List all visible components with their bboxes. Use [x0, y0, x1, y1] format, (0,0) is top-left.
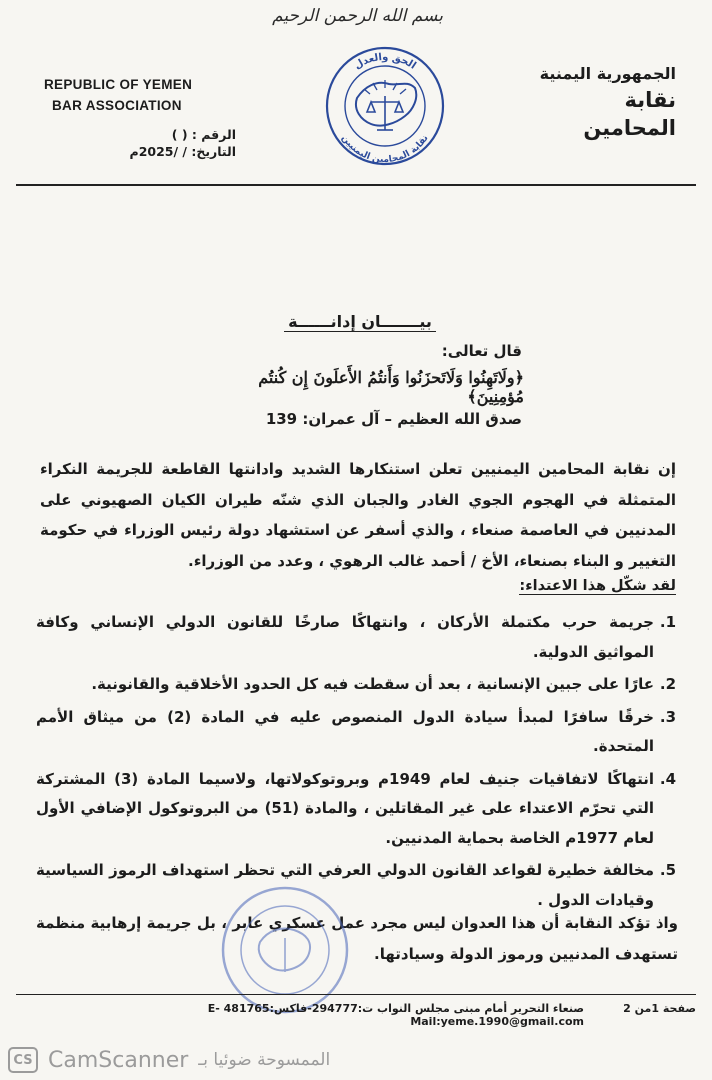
verse-citation: صدق الله العظيم – آل عمران: 139 — [265, 410, 522, 428]
reference-block — [86, 126, 236, 160]
list-item-number: 1. — [659, 613, 676, 631]
list-item-text: خرقًا سافرًا لمبدأ سيادة الدول المنصوص عليه في المادة (2) من ميثاق الأمم المتحدة. — [36, 707, 654, 755]
list-item-number: 3. — [659, 707, 676, 726]
list-item — [36, 670, 676, 700]
svg-text:نقابة المحامين اليمنيين — [339, 133, 430, 165]
page-number: صفحة 1من 2 — [623, 1002, 696, 1015]
basmala: بسم الله الرحمن الرحيم — [272, 6, 443, 26]
header-divider — [16, 184, 696, 186]
list-intro — [376, 578, 676, 594]
list-intro-text: لقد شكّل هذا الاعتداء: — [519, 578, 676, 594]
list-item — [36, 608, 676, 667]
camscanner-icon: CS — [8, 1047, 38, 1073]
list-item-number: 4. — [659, 769, 676, 788]
english-header — [44, 74, 224, 116]
verse-intro: قال تعالى: — [441, 342, 522, 360]
arabic-country: الجمهورية اليمنية — [539, 64, 676, 83]
main-paragraph — [40, 454, 676, 576]
logo-top-text: الحق والعدل — [352, 51, 418, 72]
bar-association-logo — [315, 40, 455, 170]
violations-list — [36, 608, 676, 918]
list-item-text: عارًا على جبين الإنسانية ، بعد أن سقطت فيه كل الحدود الأخلاقية والقانونية. — [91, 675, 654, 693]
quran-verse: ﴿ولَاتَهِنُوا وَلَاتَحزَنُوا وَأَنتُمُ الأَعلَونَ إِن كُنتُم مُؤمِنِينَ﴾ — [258, 368, 524, 406]
footer — [16, 1002, 696, 1028]
seal-stamp — [210, 880, 360, 1020]
reference-date: التاريخ: / /2025م — [129, 144, 236, 159]
closing-paragraph: واذ تؤكد النقابة أن هذا العدوان ليس مجرد عمل عسكري عابر ، بل جريمة إرهابية منظمة تستهدف المدنيين ورموز الدولة وسيادتها. — [36, 914, 678, 963]
main-paragraph-text: إن نقابة المحامين اليمنيين تعلن استنكارها الشديد وادانتها القاطعة للجريمة النكراء المتمثلة في الهجوم الجوي الغادر والجبان الذي شنّه طيران الكيان الصهيوني على المدنيين في العاصمة صنعاء ، والذي أسفر عن استشهاد دولة رئيس الوزراء في حكومة التغيير و البناء بصنعاء، الأخ / أحمد غالب الرهوي ، وعدد من الوزراء. — [40, 460, 676, 570]
camscanner-text: CamScanner — [48, 1047, 189, 1073]
svg-text:الحق والعدل — [352, 52, 417, 72]
english-org: BAR ASSOCIATION — [52, 98, 182, 113]
statement-title-text: بيـــــــان إدانــــــة — [284, 312, 436, 332]
arabic-org: نقابة المحامين — [583, 88, 676, 140]
list-item-number: 2. — [659, 675, 676, 693]
statement-title — [260, 312, 460, 331]
footer-address: صنعاء التحرير أمام مبنى مجلس النواب ت:294777-فاكس:481765 E-Mail:yeme.1990@gmail.com — [207, 1002, 584, 1028]
arabic-header — [526, 62, 676, 142]
camscanner-arabic: الممسوحة ضوئيا بـ — [198, 1050, 331, 1070]
list-item-number: 5. — [659, 861, 676, 879]
english-country: REPUBLIC OF YEMEN — [44, 77, 193, 92]
list-item-text: مخالفة خطيرة لقواعد القانون الدولي العرفي التي تحظر استهداف الرموز السياسية وقيادات الدول . — [36, 861, 654, 909]
list-item — [36, 765, 676, 854]
footer-divider — [16, 994, 696, 995]
reference-number: الرقم : ( ) — [171, 127, 236, 142]
list-item-text: انتهاكًا لاتفاقيات جنيف لعام 1949م وبروتوكولاتها، ولاسيما المادة (3) المشتركة التي تحرّم الاعتداء على غير المقاتلين ، والمادة (51) من البروتوكول الإضافي الأول لعام 1977م الخاصة بحماية المدنيين. — [36, 769, 654, 847]
list-item-text: جريمة حرب مكتملة الأركان ، وانتهاكًا صارخًا للقانون الدولي الإنساني وكافة المواثيق الدولية. — [36, 613, 654, 661]
logo-bottom-text: نقابة المحامين اليمنيين — [339, 133, 431, 166]
list-item — [36, 703, 676, 762]
camscanner-watermark — [0, 1040, 712, 1080]
